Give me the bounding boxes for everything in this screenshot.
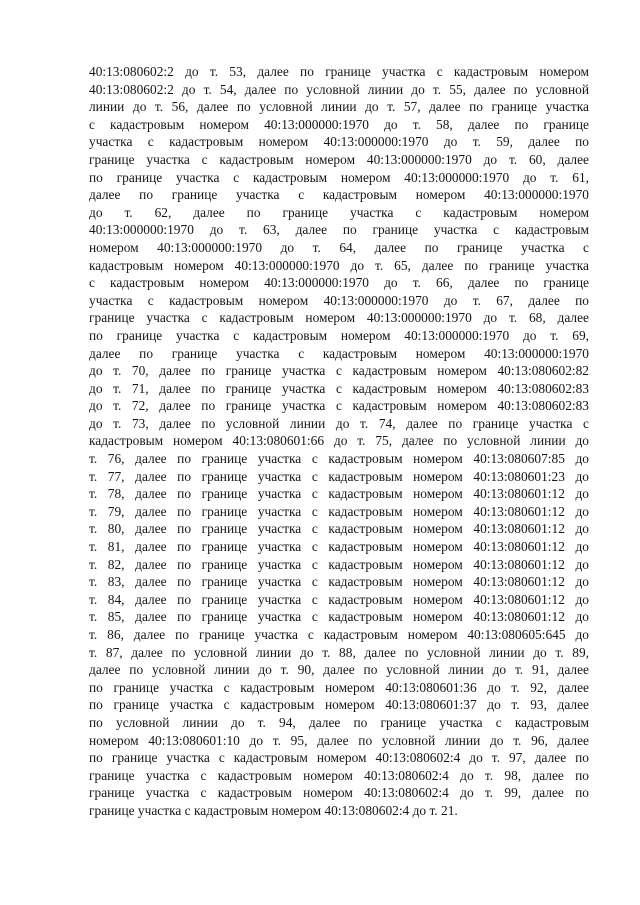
text-line-12: кадастровым номером 40:13:000000:1970 до т. 65, далее по границе участка [89, 257, 589, 273]
text-line-8: далее по границе участка с кадастровым номером 40:13:000000:1970 [89, 187, 589, 203]
text-line-23: т. 76, далее по границе участка с кадастровым номером 40:13:080607:85 до [89, 451, 589, 467]
text-line-34: т. 87, далее по условной линии до т. 88, далее по условной линии до т. 89, [89, 644, 589, 660]
text-line-30: т. 83, далее по границе участка с кадастровым номером 40:13:080601:12 до [89, 574, 589, 590]
text-line-14: участка с кадастровым номером 40:13:000000:1970 до т. 67, далее по [89, 292, 589, 308]
text-line-10: 40:13:000000:1970 до т. 63, далее по границе участка с кадастровым [89, 222, 589, 238]
text-line-41: границе участка с кадастровым номером 40:13:080602:4 до т. 98, далее по [89, 767, 589, 783]
text-line-21: до т. 73, далее по условной линии до т. 74, далее по границе участка с [89, 415, 589, 431]
text-line-37: по границе участка с кадастровым номером 40:13:080601:37 до т. 93, далее [89, 697, 589, 713]
text-line-20: до т. 72, далее по границе участка с кадастровым номером 40:13:080602:83 [89, 398, 589, 414]
text-line-7: по границе участка с кадастровым номером 40:13:000000:1970 до т. 61, [89, 169, 589, 185]
text-line-39: номером 40:13:080601:10 до т. 95, далее по условной линии до т. 96, далее [89, 732, 589, 748]
text-line-17: далее по границе участка с кадастровым номером 40:13:000000:1970 [89, 345, 589, 361]
text-line-18: до т. 70, далее по границе участка с кадастровым номером 40:13:080602:82 [89, 363, 589, 379]
text-line-2: 40:13:080602:2 до т. 54, далее по условной линии до т. 55, далее по условной [89, 81, 589, 97]
text-line-42: границе участка с кадастровым номером 40:13:080602:4 до т. 99, далее по [89, 785, 589, 801]
text-line-31: т. 84, далее по границе участка с кадастровым номером 40:13:080601:12 до [89, 591, 589, 607]
text-line-25: т. 78, далее по границе участка с кадастровым номером 40:13:080601:12 до [89, 486, 589, 502]
text-line-15: границе участка с кадастровым номером 40:13:000000:1970 до т. 68, далее [89, 310, 589, 326]
body-paragraph [89, 63, 589, 820]
text-line-26: т. 79, далее по границе участка с кадастровым номером 40:13:080601:12 до [89, 503, 589, 519]
text-line-36: по границе участка с кадастровым номером 40:13:080601:36 до т. 92, далее [89, 679, 589, 695]
text-line-28: т. 81, далее по границе участка с кадастровым номером 40:13:080601:12 до [89, 539, 589, 555]
text-line-43: границе участка с кадастровым номером 40:13:080602:4 до т. 21. [89, 802, 458, 818]
text-line-40: по границе участка с кадастровым номером 40:13:080602:4 до т. 97, далее по [89, 750, 589, 766]
text-line-16: по границе участка с кадастровым номером 40:13:000000:1970 до т. 69, [89, 327, 589, 343]
text-line-24: т. 77, далее по границе участка с кадастровым номером 40:13:080601:23 до [89, 468, 589, 484]
text-line-4: с кадастровым номером 40:13:000000:1970 до т. 58, далее по границе [89, 116, 589, 132]
text-line-38: по условной линии до т. 94, далее по границе участка с кадастровым [89, 714, 589, 730]
text-line-35: далее по условной линии до т. 90, далее по условной линии до т. 91, далее [89, 662, 589, 678]
text-line-5: участка с кадастровым номером 40:13:000000:1970 до т. 59, далее по [89, 134, 589, 150]
text-line-9: до т. 62, далее по границе участка с кадастровым номером [89, 204, 589, 220]
text-line-33: т. 86, далее по границе участка с кадастровым номером 40:13:080605:645 до [89, 627, 589, 642]
text-line-1: 40:13:080602:2 до т. 53, далее по границе участка с кадастровым номером [89, 64, 589, 79]
text-line-19: до т. 71, далее по границе участка с кадастровым номером 40:13:080602:83 [89, 380, 589, 396]
text-line-13: с кадастровым номером 40:13:000000:1970 до т. 66, далее по границе [89, 275, 589, 291]
text-line-3: линии до т. 56, далее по условной линии до т. 57, далее по границе участка [89, 99, 589, 115]
text-line-32: т. 85, далее по границе участка с кадастровым номером 40:13:080601:12 до [89, 609, 589, 625]
text-line-11: номером 40:13:000000:1970 до т. 64, далее по границе участка с [89, 239, 589, 255]
text-line-29: т. 82, далее по границе участка с кадастровым номером 40:13:080601:12 до [89, 556, 589, 572]
text-line-22: кадастровым номером 40:13:080601:66 до т. 75, далее по условной линии до [89, 433, 589, 449]
text-line-27: т. 80, далее по границе участка с кадастровым номером 40:13:080601:12 до [89, 521, 589, 537]
text-line-6: границе участка с кадастровым номером 40:13:000000:1970 до т. 60, далее [89, 151, 589, 167]
